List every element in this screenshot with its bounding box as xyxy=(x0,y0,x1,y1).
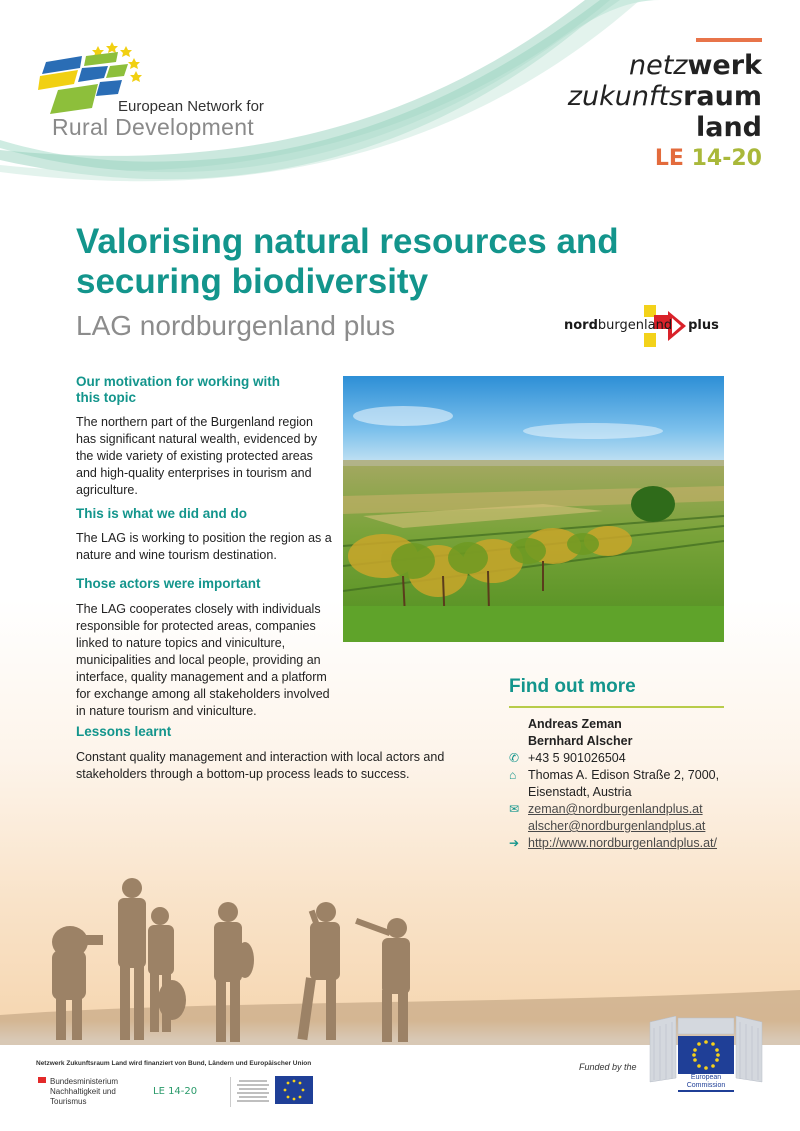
section-heading-actors: Those actors were important xyxy=(76,576,261,591)
find-out-more-divider xyxy=(509,706,724,708)
funded-by-label: Funded by the xyxy=(579,1062,637,1072)
enrd-name-line2: Rural Development xyxy=(52,114,254,140)
find-out-more-title: Find out more xyxy=(509,676,636,697)
page-title: Valorising natural resources and securing biodiversity xyxy=(76,222,619,301)
german-text-block xyxy=(230,1077,272,1107)
small-text-lines-icon xyxy=(231,1077,273,1107)
funding-note: Netzwerk Zukunftsraum Land wird finanziert von Bund, Ländern und Europäischer Union xyxy=(36,1060,312,1067)
contact-email-row xyxy=(509,801,719,818)
email-link-1[interactable]: zeman@nordburgenlandplus.at xyxy=(528,802,703,816)
netzwerk-logo-bar xyxy=(696,38,762,42)
european-commission-label: European Commission xyxy=(686,1074,726,1089)
section-heading-what-we-did: This is what we did and do xyxy=(76,506,248,521)
phone-icon: ✆ xyxy=(509,751,520,765)
enrd-name-line1: European Network for xyxy=(118,98,264,115)
email-icon: ✉ xyxy=(509,802,520,816)
contact-address-row xyxy=(509,767,719,784)
netzwerk-logo-line1: netzwerk xyxy=(628,50,762,81)
vineyard-photo xyxy=(343,376,724,642)
le-14-20-logo: LE 14-20 xyxy=(654,146,762,171)
contact-phone: +43 5 901026504 xyxy=(528,751,626,765)
section-body-motivation: The northern part of the Burgenland region has significant natural wealth, evidenced by the wide variety of existing protected areas and high-quality enterprises in tourism and agriculture. xyxy=(76,415,318,497)
contact-email-row xyxy=(509,818,719,835)
section-body-what-we-did: The LAG is working to position the region as a nature and wine tourism destination. xyxy=(76,531,332,562)
eu-flag-icon xyxy=(275,1076,313,1104)
nordburgenland-plus-logo xyxy=(564,305,744,347)
contact-name-2: Bernhard Alscher xyxy=(528,734,633,748)
le-14-20-small-logo: LE 14-20 xyxy=(153,1086,198,1097)
section-body-lessons: Constant quality management and interaction with local actors and stakeholders through a bottom-up process leads to success. xyxy=(76,750,445,781)
ministry-logo: Bundesministerium Nachhaltigkeit und Tourismus xyxy=(50,1077,119,1106)
contact-address-line2: Eisenstadt, Austria xyxy=(528,785,632,799)
section-heading-lessons: Lessons learnt xyxy=(76,724,172,739)
section-heading-motivation: Our motivation for working with this topic xyxy=(76,374,280,405)
page-subtitle: LAG nordburgenland plus xyxy=(76,310,396,341)
section-body-actors: The LAG cooperates closely with individuals responsible for protected areas, companies linked to nature topics and viniculture, municipalities and local people, providing an interface, quality management and a platform for exchange among all stakeholders involved in nature tourism and viniculture. xyxy=(76,602,330,718)
netzwerk-logo-line3: land xyxy=(695,112,762,143)
contact-phone-row xyxy=(509,750,719,767)
nordburgenland-logo-text: nordburgenland plus xyxy=(564,318,719,333)
contact-address-row xyxy=(509,784,719,801)
arrow-right-icon: ➔ xyxy=(509,836,520,850)
website-link[interactable]: http://www.nordburgenlandplus.at/ xyxy=(528,836,718,850)
address-icon: ⌂ xyxy=(509,768,517,782)
contact-name-row xyxy=(509,716,719,733)
netzwerk-logo-line2: zukunftsraum xyxy=(567,81,762,112)
contact-address-line1: Thomas A. Edison Straße 2, 7000, xyxy=(528,768,720,782)
contact-block xyxy=(509,716,719,852)
email-link-2[interactable]: alscher@nordburgenlandplus.at xyxy=(528,819,706,833)
contact-name-row xyxy=(509,733,719,750)
contact-name-1: Andreas Zeman xyxy=(528,717,622,731)
